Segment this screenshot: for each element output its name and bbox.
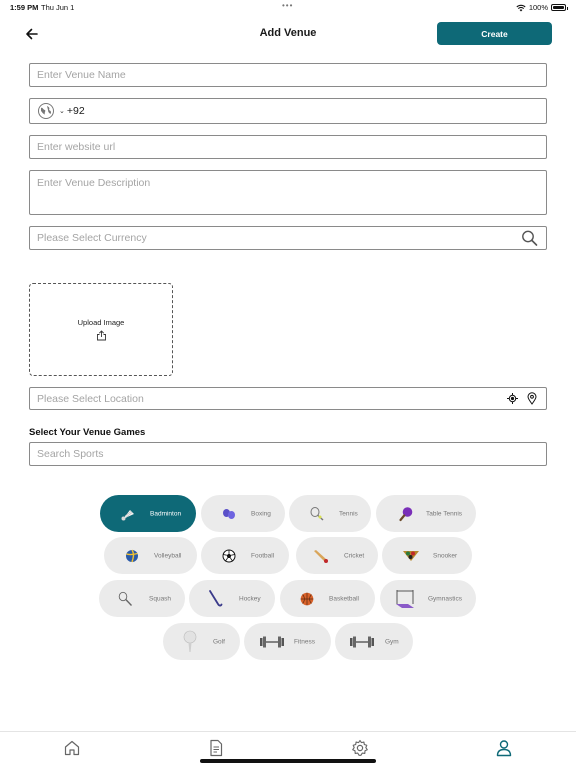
sport-chip-badminton[interactable]: [100, 495, 196, 532]
website-placeholder: Enter website url: [37, 141, 116, 153]
chevron-down-icon[interactable]: ⌄: [59, 108, 65, 115]
boxing-gloves-icon: [221, 506, 237, 522]
gymnastics-bars-icon: [394, 588, 416, 610]
sport-chip-fitness[interactable]: [244, 623, 331, 660]
upload-image-box[interactable]: [29, 283, 173, 376]
user-icon[interactable]: [495, 739, 513, 757]
status-time: 1:59 PM: [10, 3, 39, 12]
sport-chip-gym[interactable]: [335, 623, 413, 660]
snooker-balls-icon: [402, 549, 420, 563]
phone-input[interactable]: [29, 98, 547, 124]
sport-label: Tennis: [339, 510, 358, 517]
football-icon: [221, 548, 237, 564]
dumbbell-icon: [259, 635, 285, 649]
venue-name-placeholder: Enter Venue Name: [37, 69, 126, 81]
status-right: [516, 3, 566, 12]
sport-label: Basketball: [329, 595, 359, 602]
basketball-icon: [299, 591, 315, 607]
squash-racket-icon: [117, 591, 133, 607]
share-upload-icon: [96, 330, 107, 341]
golf-ball-icon: [182, 630, 198, 654]
home-icon[interactable]: [63, 739, 81, 757]
shuttlecock-icon: [120, 506, 136, 522]
sport-label: Gymnastics: [428, 595, 462, 602]
sport-chip-snooker[interactable]: [382, 537, 472, 574]
description-textarea[interactable]: [29, 170, 547, 215]
sport-label: Cricket: [344, 552, 365, 559]
multitask-dots[interactable]: •••: [282, 1, 294, 10]
sport-label: Volleyball: [154, 552, 182, 559]
sport-label: Squash: [149, 595, 172, 602]
battery-icon: [551, 4, 566, 11]
sport-chip-golf[interactable]: [163, 623, 240, 660]
sport-chip-gymnastics[interactable]: [380, 580, 476, 617]
sport-chip-football[interactable]: [201, 537, 289, 574]
sport-chip-cricket[interactable]: [296, 537, 378, 574]
sport-chip-hockey[interactable]: [189, 580, 275, 617]
document-icon[interactable]: [207, 739, 225, 757]
volleyball-icon: [124, 548, 140, 564]
status-date: Thu Jun 1: [41, 3, 75, 12]
currency-select[interactable]: [29, 226, 547, 250]
sport-label: Hockey: [239, 595, 261, 602]
search-icon[interactable]: [521, 230, 538, 247]
header: [0, 20, 576, 48]
status-bar: [0, 0, 576, 14]
page-title: Add Venue: [259, 27, 317, 39]
games-section-label: Select Your Venue Games: [29, 427, 146, 438]
sport-label: Boxing: [251, 510, 271, 517]
create-button[interactable]: Create: [437, 22, 552, 45]
tennis-racket-icon: [309, 506, 325, 522]
sport-chip-boxing[interactable]: [201, 495, 285, 532]
sport-label: Badminton: [150, 510, 182, 517]
location-select[interactable]: [29, 387, 547, 410]
sport-chip-table-tennis[interactable]: [376, 495, 476, 532]
phone-code: +92: [66, 105, 85, 117]
sport-label: Gym: [385, 638, 399, 645]
battery-percent: 100%: [528, 3, 548, 12]
hockey-stick-icon: [207, 590, 223, 608]
barbell-icon: [349, 635, 375, 649]
sport-label: Golf: [213, 638, 225, 645]
sport-label: Table Tennis: [426, 510, 463, 517]
upload-label: Upload Image: [77, 318, 125, 327]
sport-chip-basketball[interactable]: [280, 580, 375, 617]
search-sports-input[interactable]: [29, 442, 547, 466]
home-indicator[interactable]: [200, 759, 376, 763]
sport-label: Fitness: [294, 638, 315, 645]
current-location-icon[interactable]: [507, 393, 518, 404]
sport-label: Football: [251, 552, 275, 559]
sport-chip-volleyball[interactable]: [104, 537, 197, 574]
sport-label: Snooker: [433, 552, 458, 559]
currency-placeholder: Please Select Currency: [37, 232, 147, 244]
gear-icon[interactable]: [351, 739, 369, 757]
wifi-icon: [516, 4, 526, 12]
map-pin-icon[interactable]: [527, 392, 537, 405]
location-placeholder: Please Select Location: [37, 392, 144, 405]
table-tennis-paddle-icon: [398, 506, 414, 522]
website-input[interactable]: [29, 135, 547, 159]
description-placeholder: Enter Venue Description: [37, 177, 151, 189]
search-sports-placeholder: Search Sports: [37, 448, 104, 460]
venue-name-input[interactable]: [29, 63, 547, 87]
globe-icon[interactable]: [37, 102, 55, 120]
cricket-bat-icon: [312, 548, 330, 564]
sport-chip-tennis[interactable]: [289, 495, 371, 532]
sport-chip-squash[interactable]: [99, 580, 185, 617]
